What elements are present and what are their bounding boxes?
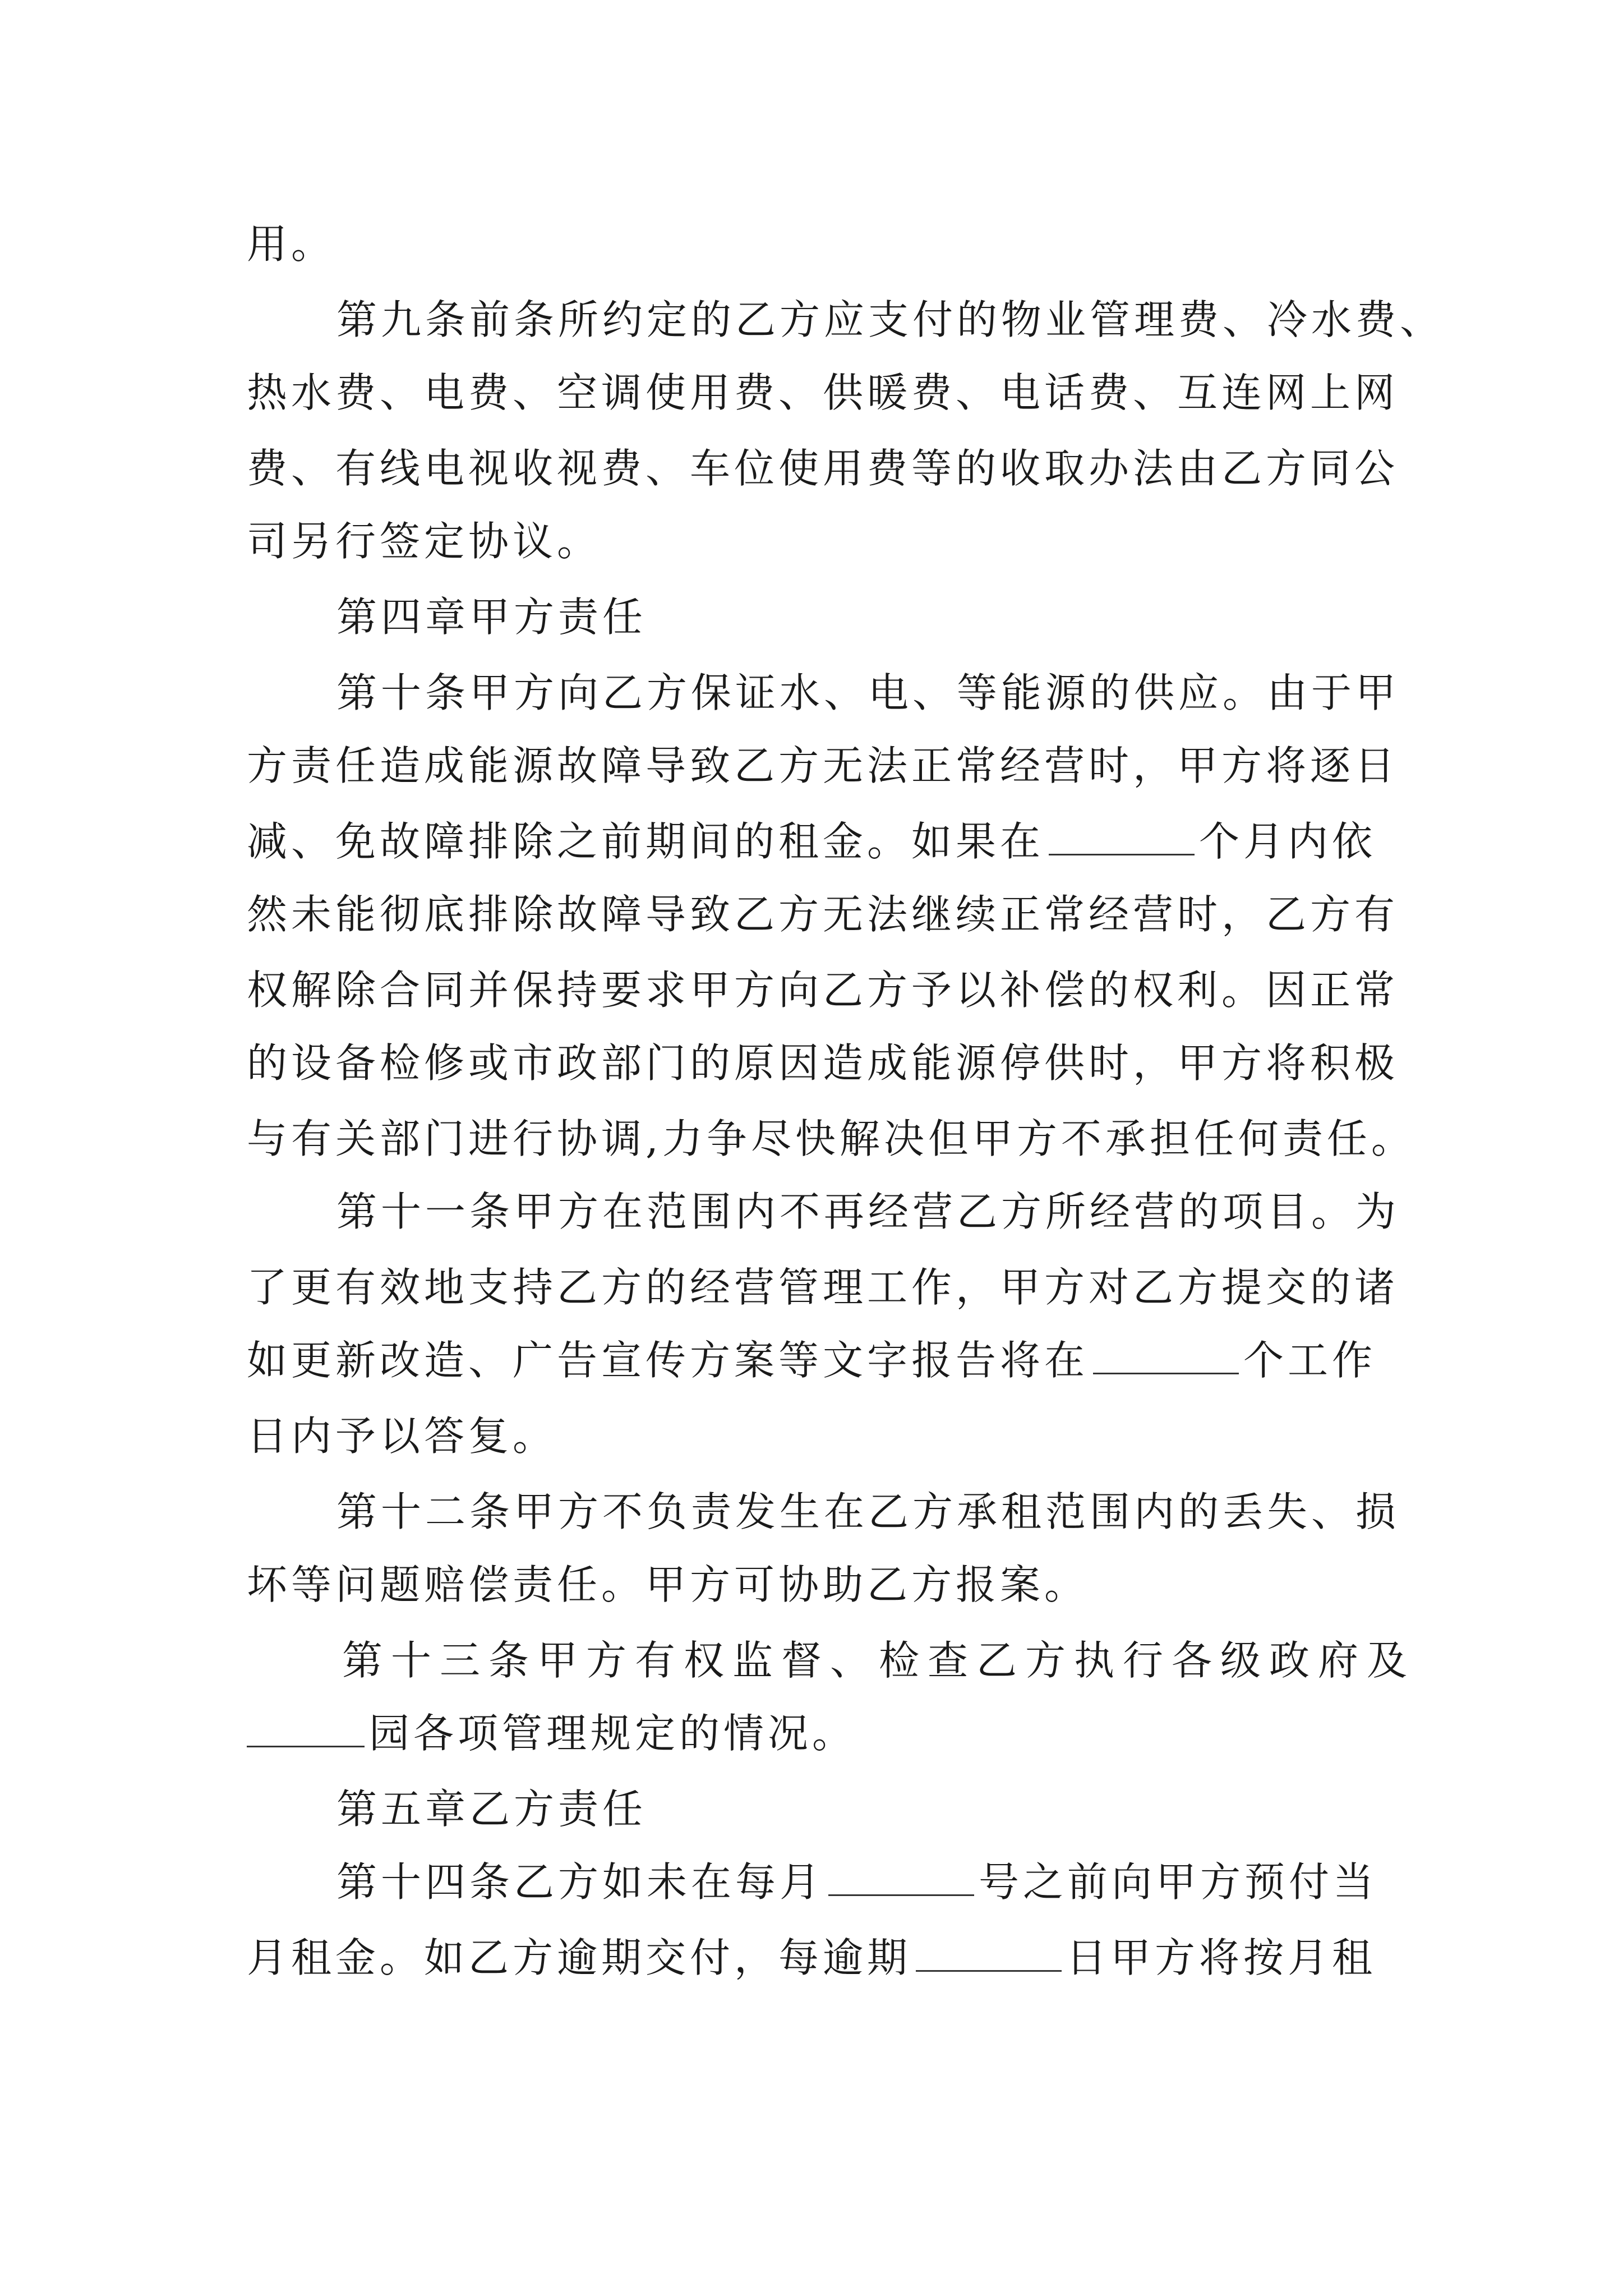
text: 第十一条甲方在范围内不再经营乙方所经营的项目。为 — [336, 1188, 1400, 1235]
article-11-line-1 — [336, 1184, 1400, 1240]
article-10-line-2 — [247, 738, 1399, 794]
article-10-line-6 — [247, 1035, 1399, 1091]
article-9-line-1 — [336, 292, 1444, 348]
article-9-line-4 — [247, 513, 601, 569]
fill-in-blank — [1093, 1340, 1239, 1374]
article-9-line-3 — [247, 440, 1399, 496]
article-11-line-4 — [247, 1408, 557, 1464]
text: 费、有线电视收视费、车位使用费等的收取办法由乙方同公 — [247, 445, 1399, 492]
fill-in-blank — [247, 1713, 365, 1747]
article-9-line-2 — [247, 365, 1399, 421]
text: 第四章甲方责任 — [336, 593, 647, 641]
text: 日内予以答复。 — [247, 1412, 557, 1460]
text: 第十四条乙方如未在每月 — [336, 1858, 824, 1906]
article-10-line-1 — [336, 665, 1400, 721]
text: 号之前向甲方预付当 — [979, 1858, 1378, 1906]
fill-in-blank — [828, 1862, 974, 1896]
text: 与有关部门进行协调,力争尽快解决但甲方不承担任何责任。 — [247, 1115, 1415, 1162]
fill-in-blank — [1049, 821, 1195, 855]
text: 第十条甲方向乙方保证水、电、等能源的供应。由于甲 — [336, 669, 1400, 716]
article-13-line-2 — [247, 1705, 856, 1761]
article-11-line-2 — [247, 1259, 1399, 1315]
text: 园各项管理规定的情况。 — [369, 1710, 857, 1757]
text: 第五章乙方责任 — [336, 1786, 647, 1833]
text: 的设备检修或市政部门的原因造成能源停供时，甲方将积极 — [247, 1039, 1399, 1087]
article-13-line-1 — [342, 1632, 1415, 1688]
article-10-line-4 — [247, 886, 1399, 942]
article-12-line-1 — [336, 1484, 1400, 1540]
article-12-line-2 — [247, 1557, 1089, 1613]
text: 个工作 — [1243, 1337, 1377, 1384]
text: 第九条前条所约定的乙方应支付的物业管理费、冷水费、 — [336, 296, 1445, 343]
text: 坏等问题赔偿责任。甲方可协助乙方报案。 — [247, 1561, 1089, 1608]
text: 日甲方将按月租 — [1066, 1934, 1377, 1981]
text: 月租金。如乙方逾期交付，每逾期 — [247, 1934, 912, 1981]
article-10-line-5 — [247, 962, 1399, 1018]
text: 个月内依 — [1199, 818, 1377, 865]
fill-in-blank — [916, 1938, 1062, 1972]
article-11-line-3 — [247, 1332, 1376, 1388]
text: 减、免故障排除之前期间的租金。如果在 — [247, 818, 1045, 865]
text: 第十二条甲方不负责发生在乙方承租范围内的丢失、损 — [336, 1488, 1400, 1535]
chapter-5-heading — [336, 1781, 647, 1837]
text: 然未能彻底排除故障导致乙方无法继续正常经营时，乙方有 — [247, 891, 1399, 938]
text: 用。 — [247, 220, 336, 268]
article-14-line-2 — [247, 1930, 1376, 1986]
text: 了更有效地支持乙方的经营管理工作，甲方对乙方提交的诸 — [247, 1264, 1399, 1311]
chapter-4-heading — [336, 589, 647, 645]
article-10-line-3 — [247, 813, 1376, 869]
text: 方责任造成能源故障导致乙方无法正常经营时，甲方将逐日 — [247, 742, 1399, 789]
text: 热水费、电费、空调使用费、供暖费、电话费、互连网上网 — [247, 369, 1399, 416]
text: 司另行签定协议。 — [247, 518, 602, 565]
text: 权解除合同并保持要求甲方向乙方予以补偿的权利。因正常 — [247, 967, 1399, 1014]
article-10-line-7 — [247, 1111, 1415, 1167]
article-14-line-1 — [336, 1854, 1377, 1910]
paragraph-line — [247, 216, 335, 272]
text: 第十三条甲方有权监督、检查乙方执行各级政府及 — [342, 1637, 1416, 1684]
text: 如更新改造、广告宣传方案等文字报告将在 — [247, 1337, 1089, 1384]
